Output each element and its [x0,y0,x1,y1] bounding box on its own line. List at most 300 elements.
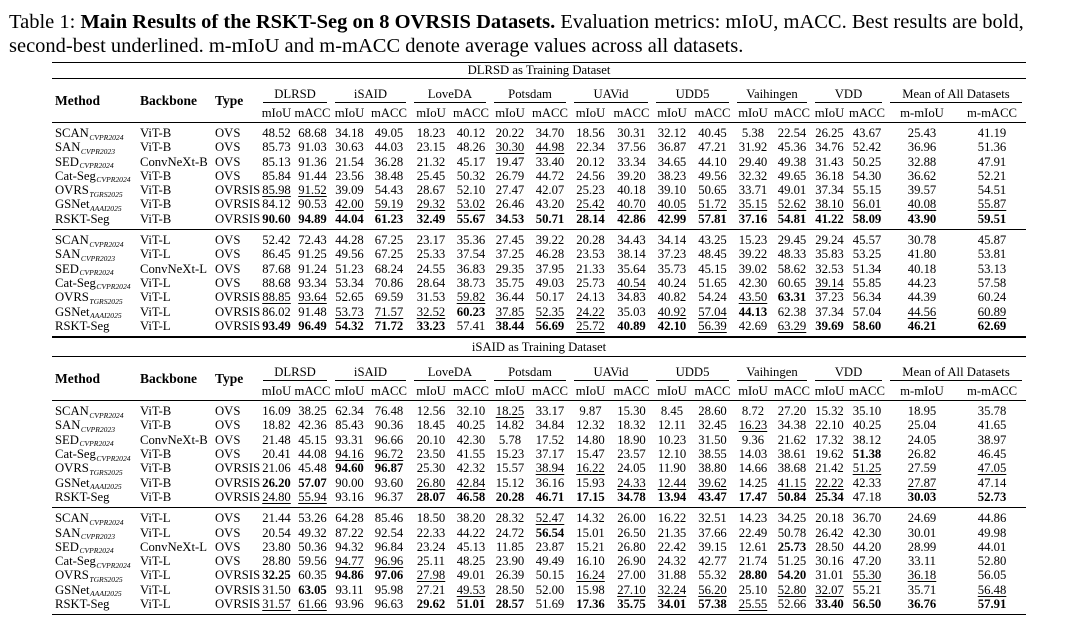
method-cell [52,305,137,319]
dlrsd-macc-cell: 49.32 [298,525,327,540]
vaihingen-miou-cell: 14.25 [738,475,768,490]
vdd-macc-cell: 56.34 [852,290,882,305]
type-cell: OVS [215,247,241,262]
backbone-cell: ConvNeXt-B [140,432,208,447]
vaihingen-miou-cell: 31.92 [738,140,768,155]
type-cell: OVRSIS [215,489,261,504]
miou-header: mIoU [657,106,687,120]
vdd-macc-cell: 47.18 [852,489,882,504]
uavid-miou-cell: 22.34 [576,140,605,155]
vdd-macc-cell: 36.70 [848,507,886,525]
potsdam-macc-cell: 49.49 [535,554,565,569]
method-name: SAN [55,418,81,433]
vaihingen-miou-cell: 25.10 [738,582,768,597]
method-venue: CVPR2024 [79,161,114,171]
vdd-miou-cell: 37.34 [815,183,844,198]
results-table [52,62,1026,615]
isaid-miou-cell: 42.00 [335,197,364,212]
table-row [52,197,1026,211]
vdd-macc-cell: 42.30 [852,525,882,540]
vaihingen-macc-cell: 63.29 [777,318,807,333]
loveda-miou-cell: 23.15 [416,140,446,155]
isaid-miou-cell: 21.54 [335,154,364,169]
mean-miou-cell: 27.59 [907,461,937,476]
potsdam-macc-cell: 49.03 [535,275,565,290]
uavid-macc-cell: 37.56 [617,140,646,155]
mean-miou-cell: 27.87 [907,475,937,490]
isaid-macc-cell: 92.54 [374,525,404,540]
mean-miou-cell: 30.78 [886,229,958,247]
loveda-miou-cell: 28.07 [416,489,446,504]
dataset-header-vaihingen [733,79,811,104]
loveda-macc-cell: 37.54 [456,247,486,262]
backbone-cell: ViT-L [140,304,171,319]
isaid-macc-cell: 61.23 [374,211,404,226]
backbone-header: Backbone [140,370,198,386]
macc-header: mACC [453,384,489,399]
results-table-section [52,62,1026,336]
isaid-macc-cell: 96.96 [374,554,404,569]
udd5-macc-cell: 57.04 [698,304,727,319]
vaihingen-miou-cell: 22.49 [738,525,768,540]
dlrsd-macc-cell: 91.03 [298,140,327,155]
dlrsd-miou-cell: 32.25 [262,568,291,583]
dataset-name: UAVid [574,86,648,103]
method-name: SAN [55,247,81,262]
table-row [52,319,1026,336]
vdd-macc-cell: 42.33 [852,475,882,490]
potsdam-miou-cell: 15.12 [495,475,525,490]
mean-macc-cell: 51.36 [977,140,1007,155]
method-name: RSKT-Seg [55,597,110,612]
method-cell [52,290,137,304]
table-row [52,447,1026,461]
method-cell [52,418,137,432]
backbone-cell: ViT-L [140,568,171,583]
vdd-miou-cell: 37.23 [815,290,844,305]
mean-macc-cell: 56.05 [977,568,1007,583]
vdd-macc-cell: 45.57 [848,229,886,247]
potsdam-miou-cell: 28.32 [490,507,530,525]
mean-miou-cell: 24.05 [907,432,937,447]
method-name: SAN [55,140,81,155]
macc-header: mACC [532,384,568,399]
method-venue: CVPR2024 [89,239,124,249]
mean-miou-cell: 32.88 [907,154,937,169]
potsdam-macc-cell: 56.69 [535,318,565,333]
vdd-macc-cell: 55.21 [852,582,882,597]
vaihingen-miou-cell: 17.47 [738,489,768,504]
potsdam-miou-cell: 30.30 [495,140,525,155]
type-cell: OVRSIS [215,183,261,198]
type-header: Type [215,370,244,386]
vdd-miou-cell: 31.43 [815,154,844,169]
macc-header: mACC [774,384,810,399]
isaid-miou-cell: 62.34 [331,400,368,418]
dlrsd-miou-cell: 85.73 [262,140,291,155]
mean-miou-cell: 44.56 [907,304,937,319]
method-header: Method [55,92,100,108]
potsdam-miou-cell: 29.35 [495,261,525,276]
udd5-miou-cell: 39.10 [657,183,687,198]
dataset-name: DLRSD [263,364,327,381]
dlrsd-macc-cell: 61.66 [298,597,327,612]
dataset-header-isaid [331,79,410,104]
mean-macc-cell: 56.48 [977,582,1007,597]
miou-header: mIoU [814,384,845,399]
dlrsd-macc-cell: 59.56 [298,554,327,569]
macc-header: mACC [694,384,731,399]
dlrsd-miou-cell: 21.48 [262,432,291,447]
vdd-macc-cell: 58.09 [852,211,882,226]
method-cell [52,433,137,447]
vaihingen-macc-cell: 50.84 [777,489,807,504]
m-miou-header: m-mIoU [900,106,944,120]
mean-name: Mean of All Datasets [890,86,1022,103]
dataset-header-loveda [410,79,490,104]
dlrsd-miou-cell: 23.80 [262,539,291,554]
backbone-cell: ConvNeXt-B [140,154,208,169]
loveda-macc-cell: 36.83 [456,261,486,276]
backbone-cell: ViT-L [137,229,212,247]
loveda-miou-cell: 32.52 [416,304,446,319]
loveda-miou-cell: 27.98 [416,568,446,583]
vaihingen-macc-cell: 49.65 [777,168,807,183]
uavid-miou-cell: 9.87 [570,400,611,418]
m-macc-header: m-mACC [967,384,1018,399]
vaihingen-macc-cell: 60.65 [777,275,807,290]
type-cell: OVS [215,154,241,169]
udd5-miou-cell: 34.14 [652,229,692,247]
vaihingen-miou-cell: 5.38 [733,122,773,140]
potsdam-miou-cell: 14.82 [495,418,525,433]
backbone-cell: ViT-B [140,475,172,490]
section-title-row [52,63,1026,79]
macc-header: mACC [849,384,885,399]
loveda-miou-cell: 25.30 [416,461,446,476]
m-miou-header: m-mIoU [900,384,944,399]
mean-miou-cell: 26.82 [907,447,937,462]
header-row [52,79,1026,104]
loveda-macc-cell: 55.67 [456,211,486,226]
isaid-macc-cell: 67.25 [368,229,410,247]
loveda-miou-cell: 31.53 [416,290,446,305]
udd5-miou-cell: 11.90 [657,461,687,476]
method-cell [52,447,137,461]
potsdam-macc-cell: 42.07 [535,183,565,198]
vaihingen-miou-cell: 8.72 [733,400,773,418]
loveda-macc-cell: 60.23 [456,304,486,319]
isaid-macc-cell: 97.06 [374,568,404,583]
dataset-name: UAVid [574,364,648,381]
potsdam-miou-cell: 37.85 [495,304,525,319]
type-cell: OVS [215,554,241,569]
loveda-miou-cell: 18.50 [410,507,452,525]
backbone-cell: ConvNeXt-L [140,539,207,554]
method-cell [52,526,137,540]
macc-header: mACC [613,384,650,399]
table-row [52,183,1026,197]
mean-miou-cell: 36.96 [907,140,937,155]
method-cell [52,276,137,290]
table-row [52,418,1026,432]
udd5-miou-cell: 42.10 [657,318,687,333]
vdd-miou-cell: 28.50 [815,539,844,554]
mean-miou-cell: 44.23 [907,275,937,290]
method-cell [52,212,137,229]
method-venue: TGRS2025 [89,467,123,477]
miou-header: mIoU [657,384,687,399]
isaid-macc-cell: 67.25 [374,247,404,262]
miou-header: mIoU [261,106,292,120]
mean-macc-cell: 54.51 [977,183,1007,198]
dlrsd-miou-cell: 86.45 [262,247,291,262]
udd5-macc-cell: 55.32 [698,568,727,583]
table-row [52,169,1026,183]
loveda-macc-cell: 40.25 [456,418,486,433]
potsdam-macc-cell: 46.71 [535,489,565,504]
dataset-name: Potsdam [494,364,566,381]
vaihingen-macc-cell: 34.38 [777,418,807,433]
isaid-miou-cell: 39.09 [335,183,364,198]
potsdam-macc-cell: 50.15 [535,568,565,583]
method-name: SCAN [55,511,89,526]
dataset-header-uavid [570,357,652,382]
vdd-miou-cell: 37.34 [815,304,844,319]
vaihingen-macc-cell: 27.20 [773,400,811,418]
vaihingen-miou-cell: 9.36 [741,432,765,447]
method-venue: CVPR2023 [80,146,116,156]
method-venue: CVPR2024 [89,410,124,420]
uavid-miou-cell: 17.36 [576,597,605,612]
potsdam-miou-cell: 15.57 [495,461,525,476]
loveda-miou-cell: 23.50 [416,447,446,462]
miou-header: mIoU [416,106,446,120]
method-name: GSNet [55,197,90,212]
type-header: Type [215,92,244,108]
method-venue: CVPR2024 [96,175,131,185]
method-cell [52,183,137,197]
method-venue: CVPR2024 [96,282,131,292]
dataset-header-udd5 [652,79,733,104]
method-venue: AAAI2025 [90,482,122,492]
mean-macc-cell: 62.69 [977,318,1007,333]
loveda-miou-cell: 29.32 [416,197,446,212]
mean-macc-cell: 44.01 [977,539,1007,554]
udd5-macc-cell: 51.65 [698,275,727,290]
table-row [52,507,1026,525]
potsdam-macc-cell: 33.17 [530,400,570,418]
method-venue: CVPR2024 [79,439,114,449]
table-row [52,597,1026,614]
type-cell: OVS [212,400,259,418]
backbone-cell: ViT-B [140,461,172,476]
mean-miou-cell: 25.04 [907,418,937,433]
method-venue: CVPR2024 [79,268,114,278]
mean-miou-cell: 25.43 [886,122,958,140]
row-group [52,229,1026,336]
loveda-miou-cell: 33.23 [416,318,446,333]
uavid-macc-cell: 40.54 [617,275,646,290]
method-cell [52,319,137,336]
dataset-header-vdd [811,357,886,382]
vaihingen-miou-cell: 43.50 [738,290,768,305]
loveda-macc-cell: 49.53 [456,582,486,597]
dlrsd-miou-cell: 87.68 [262,261,291,276]
vdd-miou-cell: 41.22 [815,211,844,226]
udd5-miou-cell: 8.45 [652,400,692,418]
backbone-cell: ViT-B [137,400,212,418]
mean-miou-cell: 41.80 [907,247,937,262]
macc-header: mACC [532,106,568,120]
table-row [52,247,1026,261]
vaihingen-macc-cell: 45.36 [777,140,807,155]
loveda-miou-cell: 21.32 [416,154,446,169]
udd5-macc-cell: 45.15 [698,261,727,276]
type-cell: OVRSIS [215,197,261,212]
type-cell: OVS [212,229,259,247]
type-cell: OVRSIS [215,582,261,597]
potsdam-miou-cell: 26.79 [495,168,525,183]
vaihingen-macc-cell: 52.80 [777,582,807,597]
uavid-macc-cell: 27.00 [617,568,646,583]
table-row [52,276,1026,290]
udd5-miou-cell: 32.12 [652,122,692,140]
vdd-macc-cell: 54.30 [852,168,882,183]
mean-macc-cell: 47.14 [977,475,1007,490]
uavid-miou-cell: 16.22 [576,461,605,476]
method-name: SCAN [55,404,89,419]
uavid-macc-cell: 26.80 [617,539,646,554]
mean-miou-cell: 43.90 [907,211,937,226]
dlrsd-miou-cell: 88.85 [262,290,291,305]
loveda-macc-cell: 46.58 [456,489,486,504]
isaid-miou-cell: 94.86 [335,568,364,583]
backbone-cell: ViT-L [140,525,171,540]
vaihingen-macc-cell: 52.66 [777,597,807,612]
vaihingen-macc-cell: 25.73 [777,539,807,554]
table-row [52,433,1026,447]
type-cell: OVS [215,140,241,155]
mean-macc-cell: 55.87 [977,197,1007,212]
method-name: SED [55,432,79,447]
loveda-macc-cell: 49.01 [456,568,486,583]
mean-miou-cell: 40.18 [907,261,937,276]
vaihingen-miou-cell: 29.40 [738,154,768,169]
isaid-miou-cell: 34.18 [331,122,368,140]
uavid-miou-cell: 24.22 [576,304,605,319]
udd5-macc-cell: 57.38 [698,597,727,612]
miou-header: mIoU [261,384,292,399]
isaid-miou-cell: 93.16 [335,489,364,504]
dlrsd-macc-cell: 50.36 [298,539,327,554]
uavid-miou-cell: 25.73 [576,275,605,290]
uavid-macc-cell: 34.83 [617,290,646,305]
uavid-macc-cell: 35.64 [617,261,646,276]
method-venue: AAAI2025 [90,311,122,321]
dlrsd-macc-cell: 91.44 [298,168,327,183]
uavid-miou-cell: 25.72 [576,318,605,333]
dataset-header-isaid [331,357,410,382]
uavid-macc-cell: 35.03 [617,304,646,319]
uavid-macc-cell: 40.89 [617,318,646,333]
method-cell [52,229,137,247]
mean-macc-cell: 38.97 [977,432,1007,447]
type-cell: OVRSIS [215,461,261,476]
isaid-macc-cell: 90.36 [374,418,404,433]
uavid-miou-cell: 18.56 [570,122,611,140]
vdd-miou-cell: 38.10 [815,197,844,212]
method-cell [52,568,137,582]
loveda-macc-cell: 32.10 [452,400,490,418]
macc-header: mACC [694,106,731,120]
dlrsd-miou-cell: 21.44 [259,507,294,525]
method-name: SED [55,261,79,276]
mean-miou-cell: 36.62 [907,168,937,183]
dataset-name: VDD [815,364,882,381]
vaihingen-miou-cell: 44.13 [738,304,768,319]
type-cell: OVS [215,275,241,290]
udd5-macc-cell: 38.55 [698,447,727,462]
row-group [52,507,1026,614]
table-row [52,568,1026,582]
dlrsd-miou-cell: 20.54 [262,525,291,540]
uavid-miou-cell: 14.32 [570,507,611,525]
backbone-cell: ViT-L [140,597,171,612]
uavid-macc-cell: 27.10 [617,582,646,597]
vaihingen-macc-cell: 49.01 [777,183,807,198]
vaihingen-miou-cell: 25.55 [738,597,768,612]
dlrsd-macc-cell: 91.25 [298,247,327,262]
udd5-macc-cell: 39.62 [698,475,727,490]
method-cell [52,461,137,475]
udd5-miou-cell: 13.94 [657,489,687,504]
vdd-macc-cell: 38.12 [852,432,882,447]
isaid-miou-cell: 44.04 [335,211,364,226]
vdd-macc-cell: 55.15 [852,183,882,198]
macc-header: mACC [774,106,810,120]
uavid-macc-cell: 40.70 [617,197,646,212]
dlrsd-miou-cell: 85.98 [262,183,291,198]
vaihingen-miou-cell: 15.23 [733,229,773,247]
method-cell [52,122,137,140]
mean-macc-cell: 52.80 [977,554,1007,569]
backbone-cell: ViT-L [140,582,171,597]
vdd-miou-cell: 22.10 [815,418,844,433]
udd5-miou-cell: 42.99 [657,211,687,226]
dlrsd-macc-cell: 72.43 [294,229,331,247]
dlrsd-macc-cell: 94.89 [298,211,327,226]
method-name: Cat-Seg [55,168,96,183]
isaid-macc-cell: 95.98 [374,582,404,597]
vaihingen-miou-cell: 21.74 [738,554,768,569]
method-name: RSKT-Seg [55,211,110,226]
dataset-header-dlrsd [259,79,331,104]
macc-header: mACC [371,384,407,399]
vdd-macc-cell: 40.25 [852,418,882,433]
vdd-macc-cell: 35.10 [848,400,886,418]
uavid-macc-cell: 15.30 [611,400,652,418]
method-name: RSKT-Seg [55,489,110,504]
table-row [52,526,1026,540]
mean-macc-cell: 59.51 [977,211,1007,226]
mean-miou-cell: 35.71 [907,582,937,597]
vaihingen-macc-cell: 48.33 [777,247,807,262]
section-title-row [52,338,1026,357]
udd5-miou-cell: 10.23 [657,432,687,447]
vaihingen-macc-cell: 38.61 [777,447,807,462]
potsdam-macc-cell: 37.17 [535,447,565,462]
